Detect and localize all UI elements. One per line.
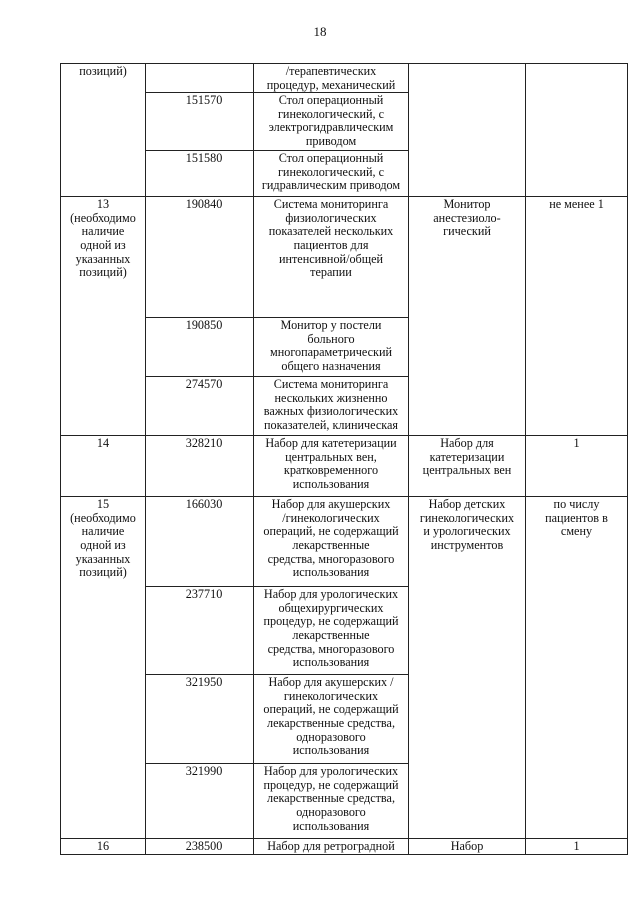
code-cell: 166030 <box>146 497 254 587</box>
table-row <box>61 64 628 93</box>
code-cell: 321950 <box>146 675 254 764</box>
name-cell: Набор для урологических процедур, не содержащий лекарственные средства, одноразового использования <box>254 764 409 839</box>
name-cell: Система мониторинга физиологических показателей нескольких пациентов для интенсивной/общей терапии <box>254 197 409 318</box>
name-cell: Система мониторинга нескольких жизненно важных физиологических показателей, клиническая <box>254 377 409 436</box>
code-cell: 190840 <box>146 197 254 318</box>
code-cell: 190850 <box>146 318 254 377</box>
table-row <box>61 436 628 497</box>
code-cell: 238500 <box>146 839 254 855</box>
position-cell: 13 (необходимо наличие одной из указанных позиций) <box>61 197 146 436</box>
quantity-cell: по числу пациентов в смену <box>526 497 628 839</box>
name-cell: Стол операционный гинекологический, с гидравлическим приводом <box>254 151 409 197</box>
position-cell: позиций) <box>61 64 146 197</box>
equipment-table <box>60 63 628 855</box>
group-cell <box>409 64 526 197</box>
quantity-cell <box>526 64 628 197</box>
table-row <box>61 197 628 318</box>
position-cell: 16 <box>61 839 146 855</box>
quantity-cell: не менее 1 <box>526 197 628 436</box>
code-cell <box>146 64 254 93</box>
name-cell: Набор для катетеризации центральных вен, кратковременного использования <box>254 436 409 497</box>
code-cell: 328210 <box>146 436 254 497</box>
name-cell: Набор для акушерских / гинекологических операций, не содержащий лекарственные средства, одноразового использования <box>254 675 409 764</box>
code-cell: 151570 <box>146 93 254 151</box>
table-row <box>61 839 628 855</box>
quantity-cell: 1 <box>526 839 628 855</box>
table-row <box>61 497 628 587</box>
position-cell: 14 <box>61 436 146 497</box>
code-cell: 321990 <box>146 764 254 839</box>
group-cell: Монитор анестезиоло- гический <box>409 197 526 436</box>
name-cell: /терапевтических процедур, механический <box>254 64 409 93</box>
page-number: 18 <box>313 24 327 39</box>
code-cell: 237710 <box>146 587 254 675</box>
position-cell: 15 (необходимо наличие одной из указанных позиций) <box>61 497 146 839</box>
name-cell: Набор для акушерских /гинекологических операций, не содержащий лекарственные средства, многоразового использования <box>254 497 409 587</box>
name-cell: Монитор у постели больного многопараметрический общего назначения <box>254 318 409 377</box>
group-cell: Набор детских гинекологических и урологических инструментов <box>409 497 526 839</box>
name-cell: Набор для урологических общехирургических процедур, не содержащий лекарственные средства, многоразового использования <box>254 587 409 675</box>
code-cell: 274570 <box>146 377 254 436</box>
group-cell: Набор <box>409 839 526 855</box>
group-cell: Набор для катетеризации центральных вен <box>409 436 526 497</box>
code-cell: 151580 <box>146 151 254 197</box>
quantity-cell: 1 <box>526 436 628 497</box>
name-cell: Стол операционный гинекологический, с электрогидравлическим приводом <box>254 93 409 151</box>
name-cell: Набор для ретроградной <box>254 839 409 855</box>
